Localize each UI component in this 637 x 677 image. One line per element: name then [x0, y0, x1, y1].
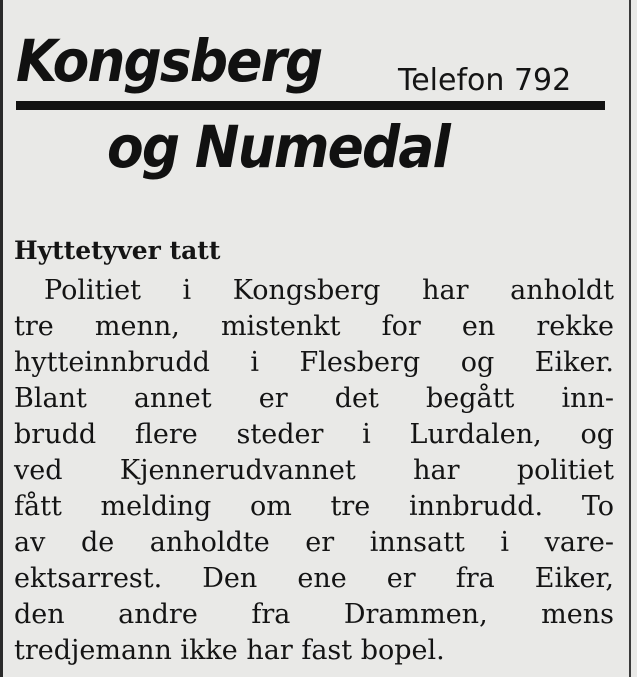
article-line: brudd flere steder i Lurdalen, og	[14, 419, 614, 450]
article-headline: Hyttetyver tatt	[14, 236, 221, 265]
article-line: ved Kjennerudvannet har politiet	[14, 455, 614, 486]
header-rule	[16, 101, 605, 110]
phone-number: Telefon 792	[398, 63, 572, 98]
clipping-right-edge	[629, 0, 631, 677]
article-line: hytteinnbrudd i Flesberg og Eiker.	[14, 347, 614, 378]
article-line: ektsarrest. Den ene er fra Eiker,	[14, 563, 614, 594]
article-line: av de anholdte er innsatt i vare-	[14, 527, 614, 558]
article-line: Politiet i Kongsberg har anholdt	[44, 275, 614, 306]
article-line: Blant annet er det begått inn-	[14, 383, 614, 414]
article-line: tre menn, mistenkt for en rekke	[14, 311, 614, 342]
section-title-line1: Kongsberg	[16, 27, 322, 95]
article-line: fått melding om tre innbrudd. To	[14, 491, 614, 522]
section-title-line2: og Numedal	[107, 113, 449, 181]
article-line: den andre fra Drammen, mens	[14, 599, 614, 630]
clipping-left-edge	[0, 0, 3, 677]
article-line: tredjemann ikke har fast bopel.	[14, 635, 445, 666]
